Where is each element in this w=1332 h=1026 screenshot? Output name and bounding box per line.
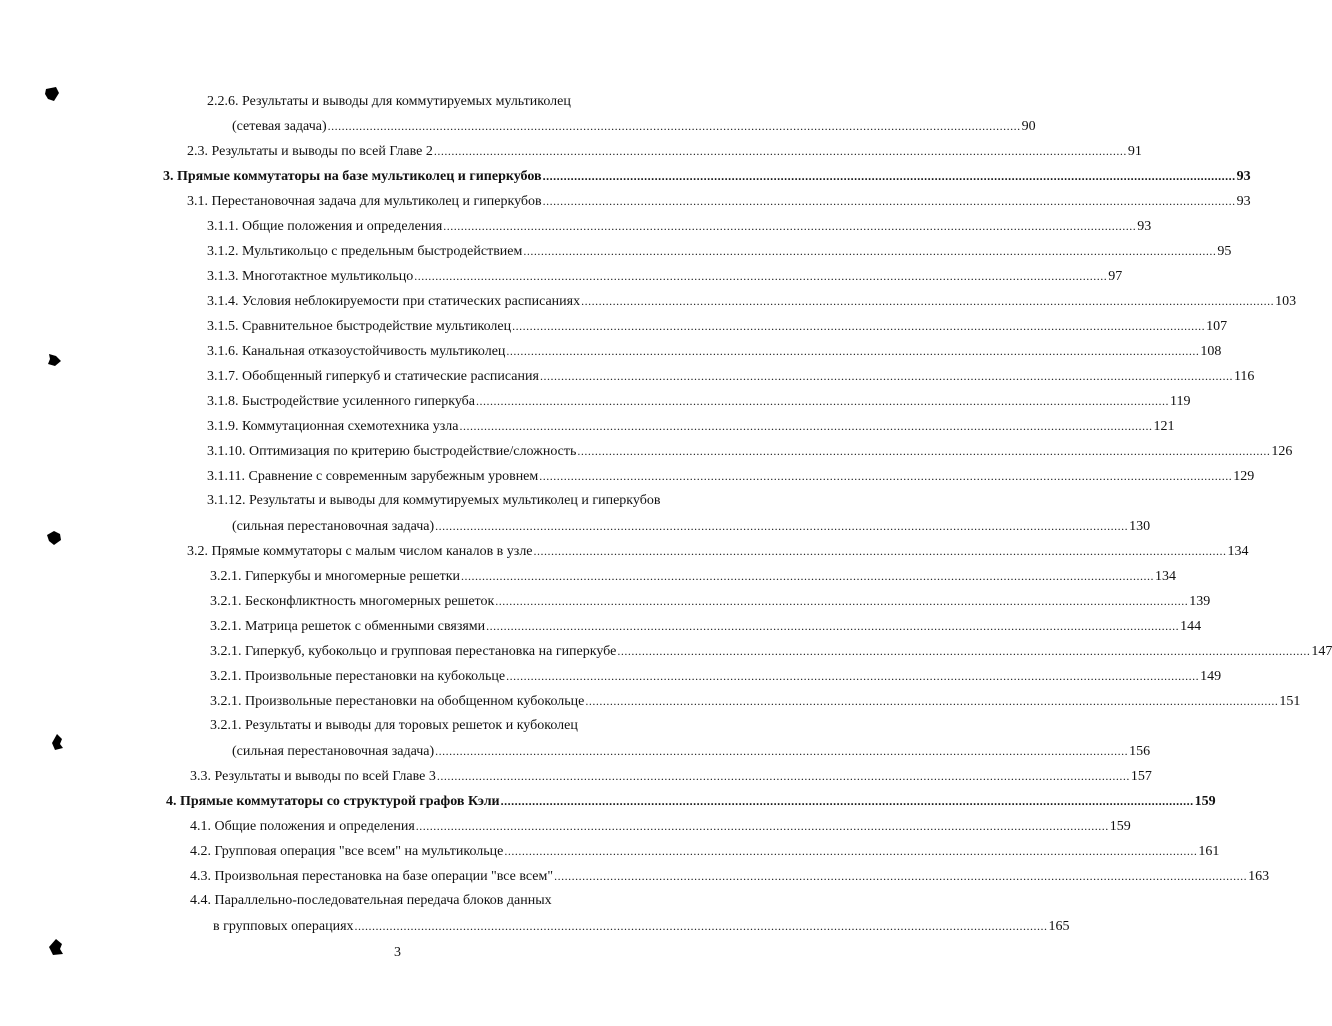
toc-entry-label: 3.2.1. Произвольные перестановки на обобщенном кубокольце xyxy=(210,694,585,709)
toc-page-number: 163 xyxy=(1248,869,1270,884)
dot-leader: ...................................................................................................................................................................................................... xyxy=(539,469,1233,483)
toc-page-number: 116 xyxy=(1233,369,1255,384)
dot-leader: ...................................................................................................................................................................................................... xyxy=(435,744,1129,758)
dot-leader: ...................................................................................................................................................................................................... xyxy=(585,694,1279,708)
toc-page-number: 151 xyxy=(1279,694,1301,709)
toc-entry-label: 3.2.1. Гиперкуб, кубокольцо и групповая перестановка на гиперкубе xyxy=(210,644,617,659)
dot-leader: ...................................................................................................................................................................................................... xyxy=(617,644,1311,658)
toc-entry-label: 3.1.6. Канальная отказоустойчивость мультиколец xyxy=(207,344,506,359)
toc-entry-label: в групповых операциях xyxy=(213,919,354,934)
dot-leader: ...................................................................................................................................................................................................... xyxy=(476,394,1170,408)
toc-entry-label: 3.2. Прямые коммутаторы с малым числом каналов в узле xyxy=(187,544,533,559)
toc-page-number: 129 xyxy=(1233,469,1255,484)
toc-page-number: 165 xyxy=(1048,919,1070,934)
page-number-footer: 3 xyxy=(394,945,401,960)
toc-entry-label: 3.1.2. Мультикольцо с предельным быстродействием xyxy=(207,244,523,259)
toc-entry-label: (сетевая задача) xyxy=(232,119,327,134)
toc-entry-3-2-1 xyxy=(210,692,1301,711)
toc-page-number: 93 xyxy=(1236,194,1251,209)
toc-page-number: 130 xyxy=(1129,519,1151,534)
dot-leader: ...................................................................................................................................................................................................... xyxy=(435,519,1129,533)
toc-entry-3-1-9 xyxy=(207,417,1175,436)
toc-page-number: 149 xyxy=(1200,669,1222,684)
binding-hole-mark xyxy=(50,733,64,751)
toc-entry-3-2-1-title: 3.2.1. Результаты и выводы для торовых решеток и кубоколец xyxy=(210,718,578,733)
toc-entry-3-1 xyxy=(187,192,1251,211)
toc-chapter-4 xyxy=(166,792,1216,811)
toc-entry-3-1-11 xyxy=(207,467,1255,486)
dot-leader: ...................................................................................................................................................................................................... xyxy=(459,419,1153,433)
toc-entry-label: 3.1.7. Обобщенный гиперкуб и статические расписания xyxy=(207,369,539,384)
toc-page-number: 159 xyxy=(1194,794,1216,809)
toc-entry-4-1 xyxy=(190,817,1131,836)
toc-entry-4-3 xyxy=(190,867,1270,886)
toc-entry-3-2-1 xyxy=(210,617,1202,636)
toc-page-number: 119 xyxy=(1170,394,1191,409)
toc-entry-label: 3.1.1. Общие положения и определения xyxy=(207,219,443,234)
toc-entry-3-1-4 xyxy=(207,292,1297,311)
toc-page-number: 159 xyxy=(1109,819,1131,834)
toc-entry-3-1-3 xyxy=(207,267,1123,286)
dot-leader: ...................................................................................................................................................................................................... xyxy=(539,369,1233,383)
toc-entry-label: 3.1.5. Сравнительное быстродействие мультиколец xyxy=(207,319,512,334)
toc-entry-label: 3.1.4. Условия неблокируемости при статических расписаниях xyxy=(207,294,581,309)
binding-hole-mark xyxy=(46,352,62,368)
toc-page-number: 134 xyxy=(1154,569,1176,584)
dot-leader: ...................................................................................................................................................................................................... xyxy=(554,869,1248,883)
toc-entry-3-2-1 xyxy=(232,742,1151,761)
toc-entry-4-4 xyxy=(213,917,1070,936)
dot-leader: ...................................................................................................................................................................................................... xyxy=(577,444,1271,458)
dot-leader: ...................................................................................................................................................................................................... xyxy=(512,319,1206,333)
dot-leader: ...................................................................................................................................................................................................... xyxy=(523,244,1217,258)
dot-leader: ...................................................................................................................................................................................................... xyxy=(436,769,1130,783)
toc-entry-4-2 xyxy=(190,842,1220,861)
toc-chapter-3 xyxy=(163,167,1251,186)
dot-leader: ...................................................................................................................................................................................................... xyxy=(506,344,1200,358)
toc-entry-label: 2.3. Результаты и выводы по всей Главе 2 xyxy=(187,144,433,159)
dot-leader: ...................................................................................................................................................................................................... xyxy=(486,619,1180,633)
toc-entry-3-1-7 xyxy=(207,367,1255,386)
toc-entry-label: 3.1.3. Многотактное мультикольцо xyxy=(207,269,414,284)
toc-entry-label: 3.2.1. Произвольные перестановки на кубокольце xyxy=(210,669,506,684)
dot-leader: ...................................................................................................................................................................................................... xyxy=(581,294,1275,308)
dot-leader: ...................................................................................................................................................................................................... xyxy=(533,544,1227,558)
toc-entry-3-1-1 xyxy=(207,217,1152,236)
dot-leader: ...................................................................................................................................................................................................... xyxy=(327,119,1021,133)
toc-entry-label: 3. Прямые коммутаторы на базе мультиколец и гиперкубов xyxy=(163,169,542,184)
toc-entry-label: 3.3. Результаты и выводы по всей Главе 3 xyxy=(190,769,436,784)
toc-entry-3-1-5 xyxy=(207,317,1228,336)
toc-entry-label: 3.1.11. Сравнение с современным зарубежным уровнем xyxy=(207,469,539,484)
toc-entry-label: (сильная перестановочная задача) xyxy=(232,744,435,759)
toc-page-number: 126 xyxy=(1271,444,1293,459)
toc-entry-label: 3.1.10. Оптимизация по критерию быстродействие/сложность xyxy=(207,444,577,459)
toc-page-number: 93 xyxy=(1236,169,1251,184)
toc-page-number: 91 xyxy=(1127,144,1142,159)
dot-leader: ...................................................................................................................................................................................................... xyxy=(443,219,1137,233)
toc-entry-label: 4.3. Произвольная перестановка на базе операции "все всем" xyxy=(190,869,554,884)
toc-entry-label: (сильная перестановочная задача) xyxy=(232,519,435,534)
toc-entry-label: 3.2.1. Бесконфликтность многомерных решеток xyxy=(210,594,495,609)
dot-leader: ...................................................................................................................................................................................................... xyxy=(506,669,1200,683)
dot-leader: ...................................................................................................................................................................................................... xyxy=(354,919,1048,933)
toc-entry-3-2-1 xyxy=(210,667,1222,686)
toc-page-number: 107 xyxy=(1206,319,1228,334)
toc-page-number: 97 xyxy=(1108,269,1123,284)
toc-entry-label: 3.1.8. Быстродействие усиленного гиперкуба xyxy=(207,394,476,409)
toc-page-number: 103 xyxy=(1275,294,1297,309)
dot-leader: ...................................................................................................................................................................................................... xyxy=(415,819,1109,833)
toc-entry-3-2 xyxy=(187,542,1249,561)
toc-entry-2-3 xyxy=(187,142,1142,161)
dot-leader: ...................................................................................................................................................................................................... xyxy=(433,144,1127,158)
toc-page-number: 95 xyxy=(1217,244,1232,259)
toc-entry-3-1-6 xyxy=(207,342,1222,361)
toc-page-number: 134 xyxy=(1227,544,1249,559)
toc-entry-2-2-6-title: 2.2.6. Результаты и выводы для коммутируемых мультиколец xyxy=(207,94,571,109)
toc-page-number: 161 xyxy=(1198,844,1220,859)
toc-entry-label: 4. Прямые коммутаторы со структурой графов Кэли xyxy=(166,794,500,809)
toc-entry-3-1-10 xyxy=(207,442,1293,461)
toc-page-number: 156 xyxy=(1129,744,1151,759)
toc-entry-3-3 xyxy=(190,767,1152,786)
binding-hole-mark xyxy=(46,530,62,546)
toc-page-number: 121 xyxy=(1153,419,1175,434)
toc-entry-3-1-8 xyxy=(207,392,1191,411)
toc-entry-3-2-1 xyxy=(210,592,1211,611)
binding-hole-mark xyxy=(44,86,60,102)
dot-leader: ...................................................................................................................................................................................................... xyxy=(414,269,1108,283)
toc-page-number: 144 xyxy=(1180,619,1202,634)
dot-leader: ...................................................................................................................................................................................................... xyxy=(460,569,1154,583)
toc-entry-label: 4.2. Групповая операция "все всем" на мультикольце xyxy=(190,844,504,859)
toc-entry-3-1-12 xyxy=(232,517,1151,536)
toc-entry-label: 3.2.1. Гиперкубы и многомерные решетки xyxy=(210,569,460,584)
dot-leader: ...................................................................................................................................................................................................... xyxy=(495,594,1189,608)
toc-entry-3-2-1 xyxy=(210,567,1176,586)
toc-entry-label: 3.2.1. Матрица решеток с обменными связями xyxy=(210,619,486,634)
toc-page-number: 147 xyxy=(1311,644,1332,659)
toc-page-number: 93 xyxy=(1137,219,1152,234)
toc-page-number: 139 xyxy=(1189,594,1211,609)
toc-entry-2-2-6 xyxy=(232,117,1036,136)
toc-entry-4-4-title: 4.4. Параллельно-последовательная передача блоков данных xyxy=(190,893,552,908)
dot-leader: ...................................................................................................................................................................................................... xyxy=(542,194,1236,208)
toc-entry-label: 4.1. Общие положения и определения xyxy=(190,819,415,834)
toc-entry-3-1-2 xyxy=(207,242,1232,261)
dot-leader: ...................................................................................................................................................................................................... xyxy=(500,794,1194,808)
dot-leader: ...................................................................................................................................................................................................... xyxy=(542,169,1236,183)
toc-entry-3-2-1 xyxy=(210,642,1332,661)
toc-page-number: 157 xyxy=(1130,769,1152,784)
toc-entry-label: 3.1.9. Коммутационная схемотехника узла xyxy=(207,419,459,434)
toc-entry-3-1-12-title: 3.1.12. Результаты и выводы для коммутируемых мультиколец и гиперкубов xyxy=(207,493,661,508)
toc-page-number: 90 xyxy=(1021,119,1036,134)
toc-page-number: 108 xyxy=(1200,344,1222,359)
dot-leader: ...................................................................................................................................................................................................... xyxy=(504,844,1198,858)
toc-entry-label: 3.1. Перестановочная задача для мультиколец и гиперкубов xyxy=(187,194,542,209)
